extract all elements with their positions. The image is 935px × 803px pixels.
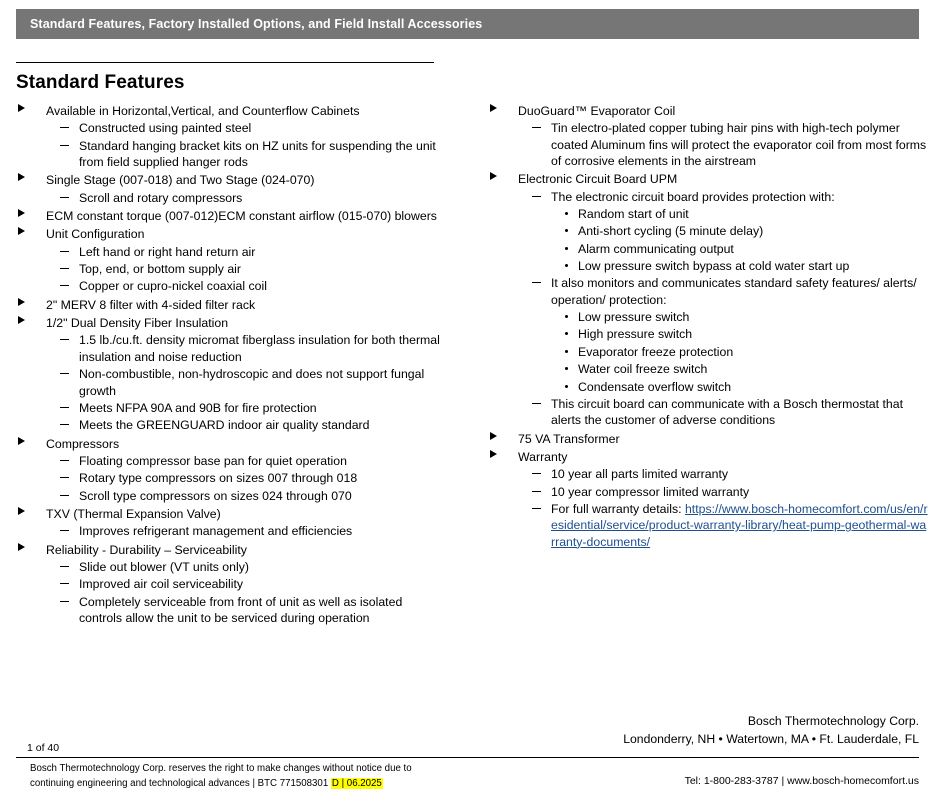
feature-item [488, 449, 928, 550]
dot-bullet-icon [565, 315, 568, 318]
footer-disclaimer [30, 762, 450, 791]
list-item-label: Floating compressor base pan for quiet operation [79, 453, 347, 468]
list-item-label: Left hand or right hand return air [79, 244, 256, 259]
list-item [551, 223, 928, 239]
list-item-label: The electronic circuit board provides protection with: [551, 189, 835, 204]
section-header-bar [16, 9, 919, 39]
list-item [518, 396, 928, 429]
list-item-label: Condensate overflow switch [578, 379, 732, 394]
triangle-bullet-icon [18, 104, 25, 112]
list-item [46, 261, 446, 277]
list-item-label: Low pressure switch bypass at cold water start up [578, 259, 850, 274]
list-item-label: Anti-short cycling (5 minute delay) [578, 224, 764, 239]
list-item [46, 244, 446, 260]
warranty-details-link[interactable]: https://www.bosch-homecomfort.com/us/en/residential/service/product-warranty-library/heat-pump-geothermal-warranty-documents/ [551, 501, 928, 549]
dash-bullet-icon [60, 339, 69, 340]
list-item [46, 488, 446, 504]
list-item-label: Meets the GREENGUARD indoor air quality standard [79, 418, 370, 433]
dash-bullet-icon [60, 145, 69, 146]
list-item [551, 258, 928, 274]
dash-bullet-icon [60, 495, 69, 496]
dot-bullet-icon [565, 350, 568, 353]
dash-bullet-icon [532, 508, 541, 509]
feature-item [16, 226, 446, 294]
page-title: Standard Features [16, 72, 185, 93]
right-feature-list [488, 103, 928, 550]
triangle-bullet-icon [490, 432, 497, 440]
sub-bullet-list [46, 559, 446, 626]
list-item [46, 576, 446, 592]
page-title-block [16, 62, 434, 94]
list-item-label: Completely serviceable from front of unit as well as isolated controls allow the unit to be serviced during operation [79, 594, 403, 625]
dash-bullet-icon [60, 373, 69, 374]
triangle-bullet-icon [18, 173, 25, 181]
dot-bullet-icon [565, 332, 568, 335]
feature-item-label: Reliability - Durability – Serviceability [46, 542, 247, 557]
list-item-label: This circuit board can communicate with a Bosch thermostat that alerts the customer of adverse conditions [551, 396, 903, 428]
feature-item [488, 103, 928, 169]
list-item [518, 466, 928, 482]
list-item [518, 189, 928, 275]
list-item [46, 417, 446, 433]
dot-bullet-icon [565, 367, 568, 370]
page-number: 1 of 40 [27, 742, 60, 754]
feature-item-label: DuoGuard™ Evaporator Coil [518, 104, 676, 118]
feature-item [16, 542, 446, 627]
list-item [518, 484, 928, 500]
list-item [46, 278, 446, 294]
dot-bullet-icon [565, 247, 568, 250]
triangle-bullet-icon [18, 209, 25, 217]
triangle-bullet-icon [18, 316, 25, 324]
sub-bullet-list [46, 332, 446, 433]
feature-item-label: Unit Configuration [46, 227, 145, 242]
list-item [46, 190, 446, 206]
footer-disclaimer-text: Bosch Thermotechnology Corp. reserves the right to make changes without notice due to continuing engineering and technological advances | BTC 771508301 [30, 763, 412, 789]
feature-item-label: 2" MERV 8 filter with 4-sided filter rack [46, 297, 256, 312]
feature-item [488, 171, 928, 428]
list-item-label: Tin electro-plated copper tubing hair pins with high-tech polymer coated Aluminum fins will protect the evaporator coil from most forms of corrosive elements in the airstream [551, 121, 927, 169]
list-item-label: Evaporator freeze protection [578, 344, 734, 359]
list-item [551, 361, 928, 377]
list-item [551, 241, 928, 257]
dash-bullet-icon [60, 251, 69, 252]
list-item-label: It also monitors and communicates standard safety features/ alerts/ operation/ protection: [551, 276, 917, 307]
sub-bullet-list [46, 453, 446, 504]
feature-item-label: Available in Horizontal,Vertical, and Counterflow Cabinets [46, 104, 360, 118]
dash-bullet-icon [532, 282, 541, 283]
footer-doc-code: D | 06.2025 [331, 777, 382, 789]
section-header-title: Standard Features, Factory Installed Options, and Field Install Accessories [30, 17, 483, 31]
feature-item [16, 208, 446, 224]
list-item-label: Scroll and rotary compressors [79, 190, 243, 205]
list-item [46, 470, 446, 486]
list-item [518, 501, 928, 550]
dash-bullet-icon [60, 460, 69, 461]
feature-item [16, 506, 446, 540]
list-item [46, 366, 446, 399]
list-item-label: 10 year all parts limited warranty [551, 467, 729, 482]
dash-bullet-icon [60, 530, 69, 531]
feature-item-label: ECM constant torque (007-012)ECM constant airflow (015-070) blowers [46, 209, 437, 224]
sub-sub-bullet-list [551, 309, 928, 395]
list-item-label: Top, end, or bottom supply air [79, 262, 241, 277]
list-item [46, 594, 446, 627]
left-feature-list [16, 103, 446, 626]
dash-bullet-icon [60, 424, 69, 425]
feature-item [16, 172, 446, 206]
list-item-label: Random start of unit [578, 207, 689, 222]
dash-bullet-icon [60, 197, 69, 198]
dash-bullet-icon [60, 127, 69, 128]
list-item-label: Meets NFPA 90A and 90B for fire protection [79, 400, 317, 415]
feature-item [488, 431, 928, 447]
feature-item [16, 315, 446, 433]
dash-bullet-icon [60, 601, 69, 602]
triangle-bullet-icon [18, 507, 25, 515]
list-item-label: High pressure switch [578, 327, 693, 342]
dash-bullet-icon [532, 473, 541, 474]
list-item-label: 10 year compressor limited warranty [551, 484, 750, 499]
list-item-label: Copper or cupro-nickel coaxial coil [79, 279, 267, 294]
left-feature-column [16, 103, 446, 628]
list-item-label: Improves refrigerant management and efficiencies [79, 524, 353, 539]
feature-item-label: Warranty [518, 449, 568, 464]
dash-bullet-icon [60, 407, 69, 408]
sub-bullet-list [46, 523, 446, 539]
dash-bullet-icon [60, 583, 69, 584]
list-item-label: 1.5 lb./cu.ft. density micromat fiberglass insulation for both thermal insulation and noise reduction [79, 333, 440, 364]
list-item [551, 206, 928, 222]
sub-sub-bullet-list [551, 206, 928, 274]
list-item-label: Rotary type compressors on sizes 007 through 018 [79, 471, 358, 486]
feature-item-label: Compressors [46, 436, 120, 451]
list-item-label: Standard hanging bracket kits on HZ units for suspending the unit from field supplied hanger rods [79, 138, 436, 170]
dash-bullet-icon [532, 127, 541, 128]
dash-bullet-icon [532, 403, 541, 404]
list-item [551, 344, 928, 360]
company-locations: Londonderry, NH • Watertown, MA • Ft. Lauderdale, FL [623, 731, 919, 746]
dash-bullet-icon [532, 196, 541, 197]
company-block [623, 713, 919, 748]
dash-bullet-icon [60, 268, 69, 269]
feature-item-label: Electronic Circuit Board UPM [518, 172, 678, 187]
footer-contact: Tel: 1-800-283-3787 | www.bosch-homecomfort.us [684, 775, 919, 787]
triangle-bullet-icon [18, 227, 25, 235]
dash-bullet-icon [60, 477, 69, 478]
dot-bullet-icon [565, 229, 568, 232]
feature-item-label: 75 VA Transformer [518, 431, 620, 446]
dash-bullet-icon [60, 566, 69, 567]
list-item [46, 453, 446, 469]
triangle-bullet-icon [490, 104, 497, 112]
company-name: Bosch Thermotechnology Corp. [747, 714, 919, 728]
right-feature-column [488, 103, 928, 552]
list-item-label: Improved air coil serviceability [79, 577, 244, 592]
footer-divider [16, 757, 919, 758]
sub-bullet-list [46, 120, 446, 170]
sub-bullet-list [518, 466, 928, 550]
list-item-label: For full warranty details: https://www.bosch-homecomfort.com/us/en/residential/service/product-warranty-library/heat-pump-geothermal-warranty-documents/ [551, 501, 928, 549]
list-item [46, 120, 446, 136]
list-item [46, 523, 446, 539]
dash-bullet-icon [60, 285, 69, 286]
triangle-bullet-icon [18, 543, 25, 551]
sub-bullet-list [518, 120, 928, 169]
dot-bullet-icon [565, 264, 568, 267]
feature-item [16, 436, 446, 504]
triangle-bullet-icon [490, 450, 497, 458]
triangle-bullet-icon [18, 437, 25, 445]
feature-item-label: Single Stage (007-018) and Two Stage (024-070) [46, 173, 315, 188]
list-item-label: Constructed using painted steel [79, 121, 252, 136]
dot-bullet-icon [565, 385, 568, 388]
list-item [46, 138, 446, 171]
feature-item-label: 1/2" Dual Density Fiber Insulation [46, 316, 229, 331]
list-item [46, 400, 446, 416]
list-item-label: Slide out blower (VT units only) [79, 559, 249, 574]
feature-item [16, 103, 446, 170]
triangle-bullet-icon [18, 298, 25, 306]
dot-bullet-icon [565, 212, 568, 215]
triangle-bullet-icon [490, 172, 497, 180]
sub-bullet-list [46, 244, 446, 295]
list-item [551, 379, 928, 395]
list-item [46, 559, 446, 575]
list-item [551, 309, 928, 325]
list-item [518, 275, 928, 394]
title-divider [16, 62, 434, 63]
list-item-label: Non-combustible, non-hydroscopic and does not support fungal growth [79, 367, 425, 398]
feature-item [16, 297, 446, 313]
feature-item-label: TXV (Thermal Expansion Valve) [46, 506, 221, 521]
list-item [551, 326, 928, 342]
list-item [46, 332, 446, 365]
list-item [518, 120, 928, 169]
list-item-label: Alarm communicating output [578, 241, 734, 256]
list-item-label: Water coil freeze switch [578, 362, 708, 377]
dash-bullet-icon [532, 491, 541, 492]
sub-bullet-list [46, 190, 446, 206]
list-item-label: Scroll type compressors on sizes 024 through 070 [79, 488, 352, 503]
list-item-label: Low pressure switch [578, 310, 690, 325]
sub-bullet-list [518, 189, 928, 429]
